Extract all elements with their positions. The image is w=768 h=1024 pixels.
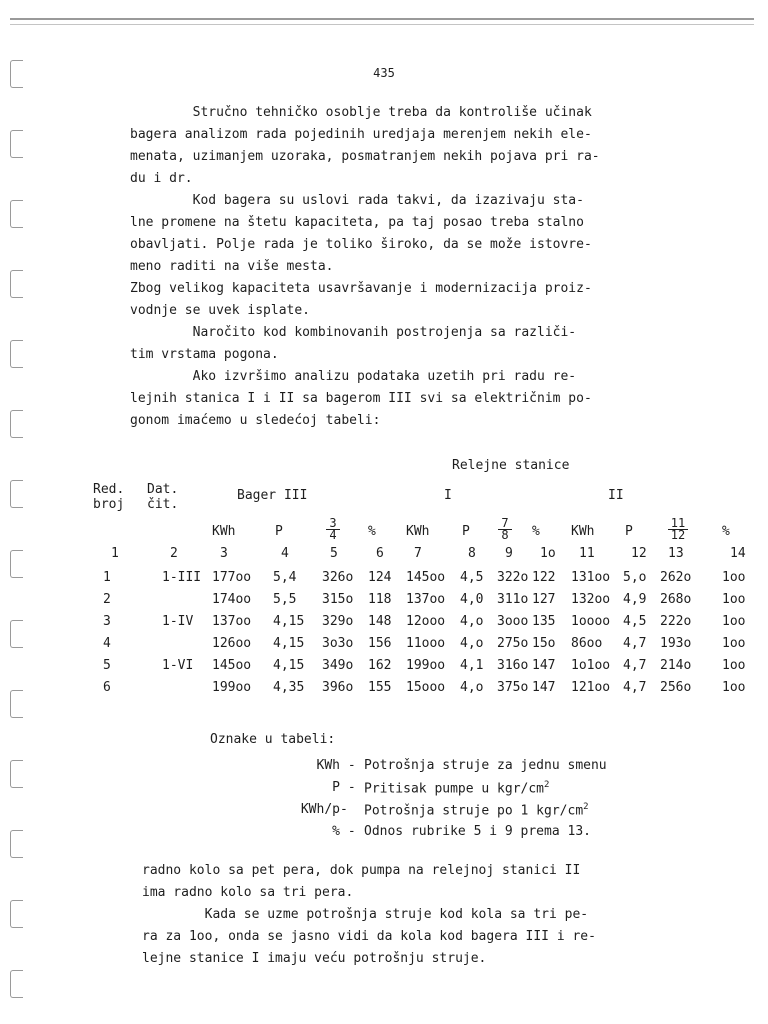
- binding-hole: [10, 480, 23, 508]
- table-cell: 4,1: [460, 658, 484, 673]
- legend-key: %: [332, 824, 340, 839]
- text-line: Ako izvršimo analizu podataka uzetih pri radu re-: [130, 369, 577, 384]
- table-cell: 5,o: [623, 570, 647, 585]
- table-cell: 1: [103, 570, 111, 585]
- header-red-broj: [93, 482, 124, 512]
- table-cell: 135: [532, 614, 556, 629]
- column-number: 13: [668, 546, 684, 561]
- table-cell: 86oo: [571, 636, 603, 651]
- table-cell: 122: [532, 570, 556, 585]
- table-cell: 177oo: [212, 570, 252, 585]
- table-cell: 199oo: [212, 680, 252, 695]
- column-number: 8: [468, 546, 476, 561]
- legend-text: Odnos rubrike 5 i 9 prema 13.: [364, 824, 591, 839]
- fraction-3-4: [326, 518, 340, 541]
- table-cell: 1oooo: [571, 614, 611, 629]
- binding-hole: [10, 550, 23, 578]
- table-cell: 262o: [660, 570, 692, 585]
- table-cell: 4,5: [460, 570, 484, 585]
- header-bager: Bager III: [237, 488, 308, 503]
- table-cell: 174oo: [212, 592, 252, 607]
- table-cell: 4,o: [460, 614, 484, 629]
- text-line: vodnje se uvek isplate.: [130, 303, 311, 318]
- column-number: 9: [505, 546, 513, 561]
- table-cell: 1-III: [162, 570, 202, 585]
- text-line: lne promene na štetu kapaciteta, pa taj posao treba stalno: [130, 215, 584, 230]
- text-line: ima radno kolo sa tri pera.: [142, 885, 354, 900]
- unit-header: P: [625, 524, 633, 539]
- binding-hole: [10, 690, 23, 718]
- column-number: 3: [220, 546, 228, 561]
- header-broj: broj: [93, 497, 125, 512]
- binding-hole: [10, 830, 23, 858]
- table-cell: 3o3o: [322, 636, 354, 651]
- table-cell: 156: [368, 636, 392, 651]
- binding-hole: [10, 130, 23, 158]
- column-number: 4: [281, 546, 289, 561]
- table-cell: 1-IV: [162, 614, 194, 629]
- binding-hole: [10, 270, 23, 298]
- table-cell: 5,5: [273, 592, 297, 607]
- table-cell: 4,7: [623, 680, 647, 695]
- table-cell: 322o: [497, 570, 529, 585]
- text-line: bagera analizom rada pojedinih uredjaja merenjem nekih ele-: [130, 127, 592, 142]
- column-number: 11: [579, 546, 595, 561]
- table-cell: 4,o: [460, 680, 484, 695]
- intro-paragraph: [130, 102, 670, 432]
- table-cell: 6: [103, 680, 111, 695]
- table-cell: 326o: [322, 570, 354, 585]
- text-line: radno kolo sa pet pera, dok pumpa na relejnoj stanici II: [142, 863, 581, 878]
- table-cell: 137oo: [212, 614, 252, 629]
- table-cell: 162: [368, 658, 392, 673]
- table-cell: 1oo: [722, 614, 746, 629]
- fraction-den: 12: [668, 529, 688, 541]
- legend-key: KWh: [316, 758, 340, 773]
- table-cell: 155: [368, 680, 392, 695]
- table-cell: 127: [532, 592, 556, 607]
- table-cell: 222o: [660, 614, 692, 629]
- column-number: 7: [414, 546, 422, 561]
- table-cell: 126oo: [212, 636, 252, 651]
- table-cell: 4,9: [623, 592, 647, 607]
- table-cell: 199oo: [406, 658, 446, 673]
- binding-hole: [10, 970, 23, 998]
- binding-hole: [10, 760, 23, 788]
- column-number: 6: [376, 546, 384, 561]
- legend-title: Oznake u tabeli:: [210, 732, 336, 747]
- table-cell: 275o: [497, 636, 529, 651]
- binding-holes: [6, 30, 34, 1020]
- unit-header: KWh: [571, 524, 595, 539]
- table-cell: 4,15: [273, 658, 305, 673]
- fraction-num: 7: [501, 516, 509, 530]
- text-line: menata, uzimanjem uzoraka, posmatranjem nekih pojava pri ra-: [130, 149, 600, 164]
- header-dat: Dat.: [147, 482, 179, 497]
- page-number: 435: [373, 66, 395, 80]
- table-cell: 15ooo: [406, 680, 446, 695]
- text-line: du i dr.: [130, 171, 193, 186]
- table-cell: 315o: [322, 592, 354, 607]
- unit-header: %: [532, 524, 540, 539]
- group-header-relejne: Relejne stanice: [452, 458, 570, 473]
- unit-header: P: [462, 524, 470, 539]
- fraction-den: 4: [326, 529, 340, 541]
- top-edge-rule: [10, 18, 754, 20]
- outro-paragraph: [142, 860, 682, 970]
- binding-hole: [10, 340, 23, 368]
- binding-hole: [10, 620, 23, 648]
- table-cell: 11ooo: [406, 636, 446, 651]
- table-cell: 1-VI: [162, 658, 194, 673]
- binding-hole: [10, 200, 23, 228]
- text-line: lejne stanice I imaju veću potrošnju struje.: [142, 951, 487, 966]
- unit-header: KWh: [406, 524, 430, 539]
- legend-separator: -: [340, 824, 364, 839]
- table-cell: 121oo: [571, 680, 611, 695]
- table-cell: 132oo: [571, 592, 611, 607]
- table-cell: 5,4: [273, 570, 297, 585]
- column-number: 14: [730, 546, 746, 561]
- legend-text: Potrošnja struje za jednu smenu: [364, 758, 607, 773]
- table-cell: 316o: [497, 658, 529, 673]
- table-cell: 329o: [322, 614, 354, 629]
- legend-key: P: [332, 780, 340, 795]
- table-cell: 4,7: [623, 636, 647, 651]
- unit-header: P: [275, 524, 283, 539]
- legend-separator: -: [340, 780, 364, 795]
- legend-description: [364, 802, 589, 818]
- table-cell: 349o: [322, 658, 354, 673]
- table-cell: 145oo: [406, 570, 446, 585]
- table-cell: 147: [532, 658, 556, 673]
- table-cell: 1oo: [722, 636, 746, 651]
- table-cell: 15o: [532, 636, 556, 651]
- text-line: meno raditi na više mesta.: [130, 259, 334, 274]
- table-cell: 311o: [497, 592, 529, 607]
- text-line: Zbog velikog kapaciteta usavršavanje i modernizacija proiz-: [130, 281, 592, 296]
- text-line: Kod bagera su uslovi rada takvi, da izazivaju sta-: [130, 193, 584, 208]
- column-number: 2: [170, 546, 178, 561]
- table-cell: 1oo: [722, 570, 746, 585]
- legend-description: [364, 780, 549, 796]
- table-cell: 256o: [660, 680, 692, 695]
- table-cell: 148: [368, 614, 392, 629]
- table-cell: 1oo: [722, 680, 746, 695]
- table-cell: 4,15: [273, 636, 305, 651]
- unit-header: %: [368, 524, 376, 539]
- column-number: 12: [631, 546, 647, 561]
- binding-hole: [10, 900, 23, 928]
- top-edge-rule-thin: [10, 24, 754, 25]
- fraction-7-8: [498, 518, 512, 541]
- legend-description: [364, 824, 591, 839]
- text-line: Kada se uzme potrošnja struje kod kola sa tri pe-: [142, 907, 589, 922]
- table-cell: 4,7: [623, 658, 647, 673]
- table-cell: 3: [103, 614, 111, 629]
- header-cit: čit.: [147, 497, 179, 512]
- table-cell: 2: [103, 592, 111, 607]
- table-cell: 5: [103, 658, 111, 673]
- legend-description: [364, 758, 607, 773]
- legend-text: Pritisak pumpe u kgr/cm: [364, 781, 545, 797]
- legend-separator: -: [340, 758, 364, 773]
- text-line: obavljati. Polje rada je toliko široko, da se može istovre-: [130, 237, 592, 252]
- column-number: 1o: [540, 546, 556, 561]
- text-line: Stručno tehničko osoblje treba da kontroliše učinak: [130, 105, 592, 120]
- table-cell: 1oo: [722, 658, 746, 673]
- table-cell: 4,0: [460, 592, 484, 607]
- header-station-1: I: [444, 488, 452, 503]
- fraction-num: 3: [329, 516, 337, 530]
- header-dat-cit: [147, 482, 178, 512]
- table-cell: 12ooo: [406, 614, 446, 629]
- unit-header: KWh: [212, 524, 236, 539]
- table-cell: 1o1oo: [571, 658, 611, 673]
- table-cell: 4: [103, 636, 111, 651]
- legend-separator: -: [340, 802, 356, 817]
- table-cell: 193o: [660, 636, 692, 651]
- table-cell: 396o: [322, 680, 354, 695]
- table-cell: 214o: [660, 658, 692, 673]
- legend-superscript: 2: [544, 780, 550, 790]
- table-cell: 147: [532, 680, 556, 695]
- fraction-11-12: [668, 518, 688, 541]
- header-station-2: II: [608, 488, 624, 503]
- legend-superscript: 2: [583, 802, 589, 812]
- column-number: 5: [330, 546, 338, 561]
- table-cell: 124: [368, 570, 392, 585]
- header-red: Red.: [93, 482, 125, 497]
- fraction-num: 11: [670, 516, 686, 530]
- text-line: Naročito kod kombinovanih postrojenja sa različi-: [130, 325, 577, 340]
- text-line: lejnih stanica I i II sa bagerom III svi sa električnim po-: [130, 391, 592, 406]
- binding-hole: [10, 410, 23, 438]
- table-cell: 4,5: [623, 614, 647, 629]
- table-cell: 1oo: [722, 592, 746, 607]
- table-cell: 268o: [660, 592, 692, 607]
- table-cell: 3ooo: [497, 614, 529, 629]
- text-line: tim vrstama pogona.: [130, 347, 279, 362]
- table-cell: 4,15: [273, 614, 305, 629]
- column-number: 1: [111, 546, 119, 561]
- fraction-den: 8: [498, 529, 512, 541]
- unit-header: %: [722, 524, 730, 539]
- table-cell: 4,o: [460, 636, 484, 651]
- text-line: gonom imaćemo u sledećoj tabeli:: [130, 413, 381, 428]
- table-cell: 4,35: [273, 680, 305, 695]
- table-cell: 137oo: [406, 592, 446, 607]
- legend-text: Potrošnja struje po 1 kgr/cm: [364, 803, 584, 819]
- table-cell: 131oo: [571, 570, 611, 585]
- text-line: ra za 1oo, onda se jasno vidi da kola kod bagera III i re-: [142, 929, 596, 944]
- table-cell: 375o: [497, 680, 529, 695]
- table-cell: 118: [368, 592, 392, 607]
- table-cell: 145oo: [212, 658, 252, 673]
- legend-key: KWh/p: [300, 802, 340, 817]
